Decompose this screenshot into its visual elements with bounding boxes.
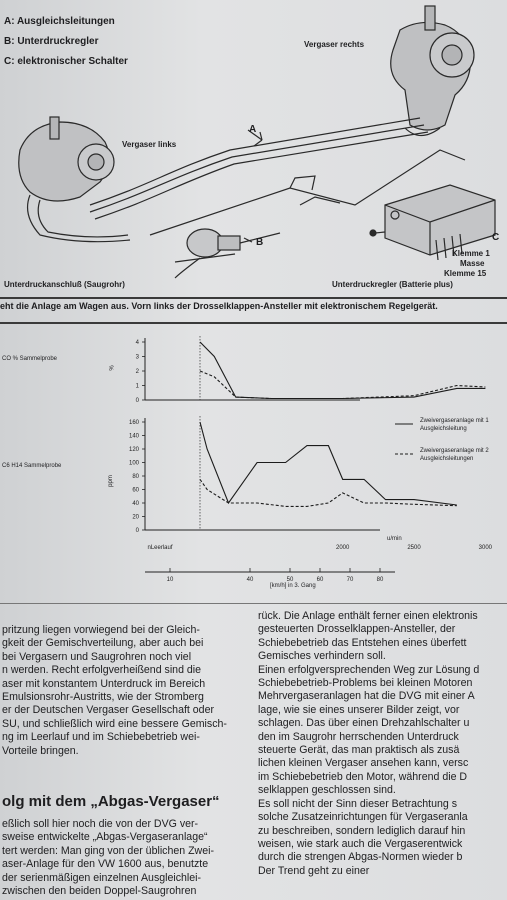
- text-line: aser-Anlage für den VW 1600 aus, benutzte: [2, 858, 209, 871]
- text-column-right: [258, 610, 479, 878]
- text-line: solche Zusatzeinrichtungen für Vergaseranla: [258, 811, 468, 824]
- text-line: n werden. Recht erfolgverheißend sind die: [2, 664, 202, 677]
- text-line: lage, wie sie eines unserer Bilder zeigt, vor: [258, 703, 460, 716]
- text-line: sweise entwickelte „Abgas-Vergaseranlage“: [2, 831, 208, 844]
- text-line: zu beschreiben, sondern lediglich darauf hin: [258, 824, 466, 837]
- chart2-ytick-label: 160: [128, 420, 139, 426]
- chart1-ytick-label: 0: [135, 398, 139, 404]
- carburetor-right-illustration: [391, 6, 474, 136]
- text-line: ng im Leerlauf und im Schiebebetrieb wei-: [2, 731, 200, 744]
- label-letter-c: C: [492, 232, 500, 243]
- text-line: Schiebebetrieb-Problems bei kleinen Motoren: [258, 677, 473, 690]
- rpm-tick-label: 2000: [336, 545, 350, 551]
- speed-tick-label: 60: [316, 577, 324, 583]
- text-line: tert werden: Man ging von der üblichen Zwei-: [2, 844, 214, 857]
- chart2-series-2: [200, 479, 457, 506]
- speed-tick-label: 50: [286, 577, 294, 583]
- label-klemme1: Klemme 1: [452, 249, 490, 258]
- rpm-tick-label: nLeerlauf: [147, 545, 173, 551]
- vacuum-regulator-illustration: [175, 229, 280, 278]
- text-line: eßlich soll hier noch die von der DVG ver-: [2, 818, 199, 830]
- chart2-ytick-label: 20: [132, 514, 139, 521]
- text-line: schlagen. Das über einen Drehzahlschalter u: [258, 717, 470, 730]
- chart2-ytick-label: 140: [128, 433, 139, 440]
- text-column-left: [2, 624, 227, 758]
- speed-tick-label: 70: [346, 577, 354, 583]
- chart1-ytick-label: 1: [135, 383, 139, 390]
- divider-text: [0, 603, 507, 604]
- text-line: er der Deutschen Vergaser Gesellschaft oder: [2, 704, 214, 717]
- text-line: der serienmäßigen einzelnen Ausgleichlei-: [2, 871, 202, 884]
- chart2-ytick-label: 120: [128, 447, 139, 453]
- label-vergaser-rechts: Vergaser rechts: [304, 40, 365, 49]
- text-line: SU, und schließlich wird eine bessere Gemisch-: [2, 717, 227, 730]
- text-line: Vorteile bringen.: [2, 744, 79, 757]
- text-line: lichen kleinen Vergaser ansehen kann, versc: [258, 757, 469, 770]
- label-letter-b: B: [256, 237, 264, 248]
- chart1-ytick-label: 4: [135, 340, 139, 346]
- speed-tick-label: 40: [246, 577, 254, 583]
- text-line: im Schiebebetrieb den Motor, während die D: [258, 770, 468, 783]
- text-line: weisen, wie stark auch die Vergaserentwick: [258, 837, 463, 850]
- legend-a: A: Ausgleichsleitungen: [4, 16, 115, 27]
- chart2-ytick-label: 100: [128, 460, 139, 467]
- text-line: steuerte Gerät, das man praktisch als zusä: [258, 744, 460, 757]
- chart2-ytick-label: 0: [135, 528, 139, 534]
- chart1-series-1: [200, 342, 485, 399]
- chart2-ytick-label: 80: [132, 474, 139, 480]
- text-line: gesteuerten Drosselklappen-Ansteller, der: [258, 623, 456, 636]
- label-letter-a: A: [249, 124, 257, 135]
- text-line: Schiebebetrieb das Entstehen eines überfett: [258, 636, 467, 649]
- speed-tick-label: 10: [166, 577, 174, 583]
- text-line: Emulsionsrohr-Austritts, wie der Stromberg: [2, 691, 204, 704]
- chart1-ytick-label: 2: [135, 369, 139, 375]
- text-line: durch die strengen Abgas-Normen wieder b: [258, 851, 463, 864]
- text-line: selklappen geschlossen sind.: [258, 784, 396, 797]
- legend-c: C: elektronischer Schalter: [4, 56, 128, 67]
- speed-axis-label: [km/h] in 3. Gang: [270, 583, 316, 589]
- chart1-ylabel: CO % Sammelprobe: [2, 356, 58, 362]
- text-line: Einen erfolgversprechenden Weg zur Lösung d: [258, 663, 480, 676]
- label-unterdruckanschluss: Unterdruckanschluß (Saugrohr): [4, 280, 125, 289]
- chart2-series-1: [200, 422, 457, 505]
- text-line: Gemisches verhindern soll.: [258, 650, 386, 663]
- chart2-ylabel: C6 H14 Sammelprobe: [2, 463, 62, 469]
- speed-tick-label: 80: [376, 577, 384, 583]
- emission-charts: [0, 330, 507, 600]
- label-klemme15: Klemme 15: [444, 269, 487, 278]
- section-heading: olg mit dem „Abgas-Vergaser“: [2, 793, 220, 810]
- text-column-left-2: [2, 818, 214, 898]
- installation-diagram: [0, 0, 507, 300]
- rpm-tick-label: 3000: [478, 545, 493, 551]
- chart2-unit: ppm: [107, 475, 114, 487]
- text-line: gkeit der Gemischverteilung, aber auch bei: [2, 637, 204, 650]
- text-line: den im Saugrohr herrschenden Unterdruck: [258, 730, 459, 743]
- label-vergaser-links: Vergaser links: [122, 140, 177, 149]
- text-line: bei Vergasern und Saugrohren noch viel: [2, 650, 192, 663]
- chart2-ytick-label: 40: [132, 501, 139, 507]
- divider-caption: [0, 322, 507, 324]
- legend-series-1: Zweivergaseranlage mit 1 Ausgleichsleitung: [420, 418, 489, 432]
- label-masse: Masse: [460, 259, 485, 268]
- chart1-series-2: [200, 371, 485, 399]
- text-line: pritzung liegen vorwiegend bei der Gleich-: [2, 624, 200, 636]
- divider-top: [0, 297, 507, 299]
- legend-b: B: Unterdruckregler: [4, 36, 99, 47]
- legend-series-2: Zweivergaseranlage mit 2 Ausgleichsleitungen: [420, 448, 489, 462]
- rpm-tick-label: 2500: [407, 545, 421, 551]
- text-line: rück. Die Anlage enthält ferner einen elektronis: [258, 610, 478, 622]
- chart2-ytick-label: 60: [132, 487, 139, 494]
- text-line: aser mit konstantem Unterdruck im Bereich: [2, 677, 206, 690]
- carburetor-left-illustration: [19, 117, 130, 242]
- text-line: Es soll nicht der Sinn dieser Betrachtung s: [258, 797, 458, 810]
- chart1-ytick-label: 3: [135, 354, 139, 361]
- chart1-unit: %: [109, 365, 116, 371]
- x-unit-label: u/min: [387, 536, 402, 542]
- text-line: Mehrvergaseranlagen hat die DVG mit einer A: [258, 690, 475, 703]
- text-line: zwischen den beiden Doppel-Saugrohren: [2, 885, 197, 898]
- text-line: Der Trend geht zu einer: [258, 864, 370, 877]
- label-unterdruckregler: Unterdruckregler (Batterie plus): [332, 280, 453, 289]
- figure-caption: eht die Anlage am Wagen aus. Vorn links der Drosselklappen-Ansteller mit elektronischem Regelgerät.: [0, 301, 438, 311]
